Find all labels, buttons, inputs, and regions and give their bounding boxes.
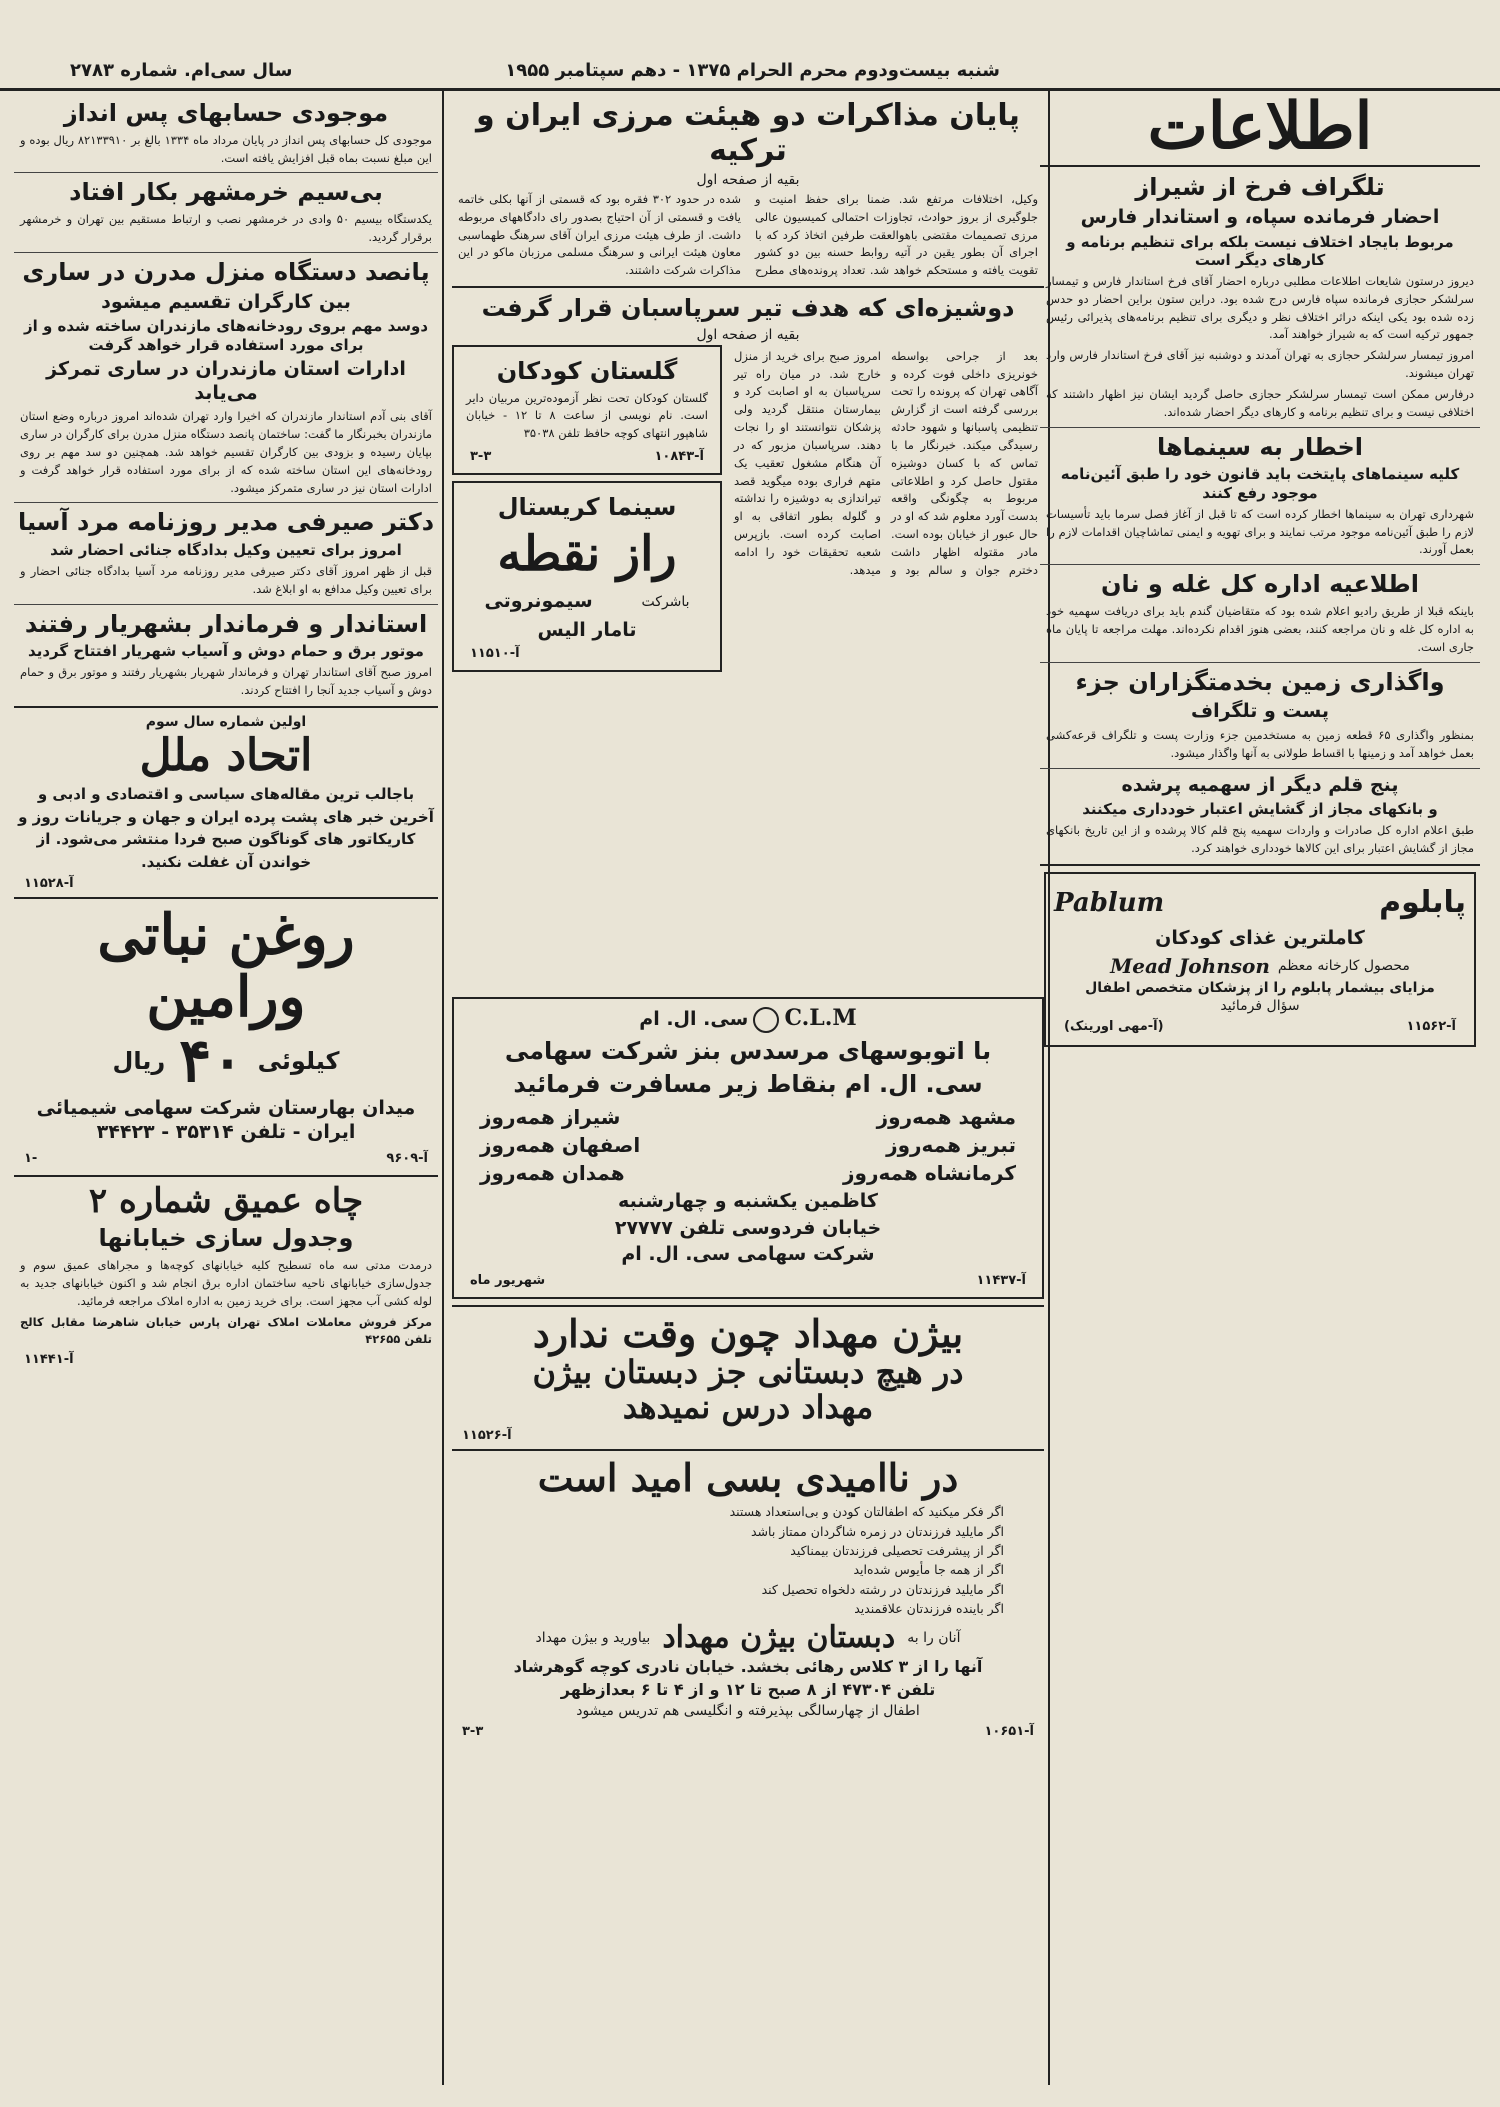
masthead-rule xyxy=(0,88,1500,91)
bijan-ad-2 xyxy=(452,1457,1044,1742)
headline: واگذاری زمین بخدمتگزاران جزء xyxy=(1075,667,1445,696)
article-body-p: سرپاسبان مزبور که در آن هنگام مشغول تعقیب یک متهم فراری بوده میگوید قصد تیراندازی به دوشیزه را نداشته و گلوله بطور اتفاقی به او اصابت کرده است. بازپرس شعبه تحقیقات خود را ادامه میدهد. xyxy=(734,437,881,577)
subheadline: بین کارگران تقسیم میشود xyxy=(101,290,351,313)
ad-text: مزایای بیشمار پابلوم را از پزشکان متخصص اطفال xyxy=(1085,980,1435,997)
mead-johnson-brand: Mead Johnson xyxy=(1110,954,1270,979)
headline: احضار فرمانده سپاه، و استاندار فارس xyxy=(1080,205,1440,228)
ad-headline: اتحاد ملل xyxy=(139,729,313,781)
ad-text: با اتوبوسهای مرسدس بنز شرکت سهامی xyxy=(504,1037,992,1066)
ad-text: محصول کارخانه معظم xyxy=(1277,958,1410,975)
ad-text: مرکز فروش معاملات املاک تهران پارس خیابان شاهرضا مقابل کالج تلفن ۴۲۶۵۵ xyxy=(20,1314,432,1347)
ad-text: اولین شماره سال سوم xyxy=(145,713,307,730)
article-body: یکدستگاه بیسیم ۵۰ وادی در خرمشهر نصب و ارتباط مستقیم بین تهران و خرمشهر برقرار گردید. xyxy=(20,212,432,245)
continued-note: بقیه از صفحه اول xyxy=(696,326,800,343)
article-body: امروز صبح آقای استاندار تهران و فرماندار شهریار بشهریار رفتند و موتور برق و حمام دوش و آسیاب جدید آنجا را افتتاح کردند. xyxy=(20,665,432,697)
article-body: دیروز درستون شایعات اطلاعات مطلبی درباره احضار آقای فرخ استاندار فارس و تیمسار سرلشکر حجازی فرمانده سپاه فارس درج شده بود. دراین ستون براین احضار دو حدس زده شده بود یکی اینکه دراثر اختلاف نظر و دیگری برای تنظیم برنامه‌های پذیرائی رئیس جمهور ترکیه است که به شیراز خواهند آمد. xyxy=(1046,274,1474,342)
article-body-p: وکیل، اختلافات مرتفع شد. ضمنا برای حفظ امنیت و جلوگیری از بروز حوادث، تجاوزات احتمالی کمیسیون عالی مرزی تصمیمات مقتضی باهوالعقت طرفین اتخاذ کرد که با اجرای آن بطور یقین در آتیه روابط حسنه بین دو کشور تقویت یافته و مستحکم خواهد شد. xyxy=(755,192,1038,278)
ad-code: ۳-۳ xyxy=(462,1724,484,1740)
right-column xyxy=(1040,95,1480,2090)
ad-text: آنان را به xyxy=(907,1629,961,1646)
headline: پنج قلم دیگر از سهمیه پرشده xyxy=(1121,773,1399,796)
mercedes-star-icon xyxy=(753,1007,779,1033)
date-line: شنبه بیست‌ودوم محرم الحرام ۱۳۷۵ - دهم سپتامبر ۱۹۵۵ xyxy=(505,60,1000,81)
ad-code: شهریور ماه xyxy=(470,1273,546,1289)
cinema-name: سینما کریستال xyxy=(497,493,677,522)
cinema-ad xyxy=(452,481,722,672)
headline: تلگراف فرخ از شیراز xyxy=(1135,173,1385,201)
film-title: راز نقطه xyxy=(497,525,677,582)
route-row: کرمانشاه همه‌روز همدان همه‌روز xyxy=(480,1160,1016,1185)
ad-title: گلستان کودکان xyxy=(496,356,678,385)
issue-line: سال سی‌ام. شماره ۲۷۸۳ xyxy=(70,60,293,81)
ad-text: اطفال از چهارسالگی بپذیرفته و انگلیسی هم تدریس میشود xyxy=(576,1703,920,1720)
headline: استاندار و فرماندار بشهریار رفتند xyxy=(24,609,428,638)
ad-headline: چاه عمیق شماره ۲ xyxy=(88,1180,364,1221)
subheadline: مربوط بایجاد اختلاف نیست بلکه برای تنظیم برنامه و کارهای دیگر است xyxy=(1066,232,1454,270)
article-body: قبل از ظهر امروز آقای دکتر صیرفی مدیر روزنامه مرد آسیا بدادگاه جنائی احضار و برای تعیین وکیل مدافع به او ابلاغ شد. xyxy=(20,564,432,596)
bijan-ad-1 xyxy=(452,1313,1044,1443)
ad-code: (آ-مهی اورینک) xyxy=(1064,1019,1164,1035)
ad-code: آ-۹۶۰۹ xyxy=(386,1150,428,1166)
article-body-p: مادر مقتوله اظهار داشت دخترم جوان و سالم بود و امروز صبح برای خرید از منزل خارج شد. در میان راه تیر سرپاسبان به او اصابت کرد و بیمارستان منتقل گردید ولی پزشکان نتوانستند او را نجات دهند. xyxy=(734,348,1038,577)
column-divider xyxy=(442,90,444,2085)
ad-text: خیابان فردوسی تلفن ۲۷۷۷۷ xyxy=(614,1216,882,1239)
article-body: طبق اعلام اداره کل صادرات و واردات سهمیه پنج قلم کالا پرشده و از این تاریخ بانکهای مجاز از گشایش اعتبار برای این کالاها خودداری خواهند کرد. xyxy=(1046,823,1474,855)
ad-headline: بیژن مهداد چون وقت ندارد xyxy=(532,1311,964,1357)
ad-code: آ-۱۰۸۴۳ xyxy=(654,449,704,465)
ad-text: کیلوئی xyxy=(257,1046,340,1075)
actor-name: تامار الیس xyxy=(537,619,637,642)
subheadline: ادارات استان مازندران در ساری تمرکز می‌یابد xyxy=(46,357,406,404)
ad-text: ریال xyxy=(112,1046,166,1075)
headline: دوشیزه‌ای که هدف تیر سرپاسبان قرار گرفت xyxy=(481,294,1015,323)
varamin-oil-ad xyxy=(14,902,438,1169)
ad-text: سی. ال. ام بنقاط زیر مسافرت فرمائید xyxy=(513,1070,983,1099)
ad-text: آنها را از ۳ کلاس رهائی بخشد. خیابان نادری کوچه گوهرشاد xyxy=(513,1657,983,1677)
ad-text: کاملترین غذای کودکان xyxy=(1155,927,1365,950)
article-body: درفارس ممکن است تیمسار سرلشکر حجازی حاصل گردید ایشان نیز اظهار داشتند که اختلافی نیست و برای تنظیم برنامه و کارهای دیگر احضار شده‌اند. xyxy=(1046,386,1474,419)
ad-text: سؤال فرمائید xyxy=(1220,998,1300,1015)
subheadline: امروز برای تعیین وکیل بدادگاه جنائی احضار شد xyxy=(50,541,402,560)
ad-text: میدان بهارستان شرکت سهامی شیمیائی ایران - تلفن ۳۵۳۱۴ - ۳۴۴۲۳ xyxy=(36,1097,416,1144)
center-column xyxy=(452,95,1044,2090)
subheadline: و بانکهای مجاز از گشایش اعتبار خودداری میکنند xyxy=(1082,800,1438,819)
ad-code: ۳-۳ xyxy=(470,449,492,465)
ad-headline: مهداد درس نمیدهد xyxy=(622,1388,874,1427)
clm-logo: C.L.M سی. ال. ام xyxy=(460,1005,1036,1034)
ad-text: کاظمین یکشنبه و چهارشنبه xyxy=(618,1189,878,1212)
ad-headline: در ناامیدی بسی امید است xyxy=(537,1455,959,1501)
ad-code: ۱- xyxy=(24,1150,38,1166)
ad-text: وجدول سازی خیابانها xyxy=(98,1224,354,1253)
route-row: مشهد همه‌روز شیراز همه‌روز xyxy=(480,1104,1016,1129)
ad-headline: در هیچ دبستانی جز دبستان بیژن xyxy=(532,1353,964,1391)
actor-name: سیمونروتی xyxy=(484,589,593,612)
ad-code: آ-۱۱۵۱۰ xyxy=(470,646,520,662)
headline: بی‌سیم خرمشهر بکار افتاد xyxy=(69,178,383,207)
ad-code: آ-۱۱۵۲۸ xyxy=(24,876,74,892)
headline: اخطار به سینماها xyxy=(1157,432,1363,461)
headline: دکتر صیرفی مدیر روزنامه مرد آسیا xyxy=(17,508,435,537)
article-body: موجودی کل حسابهای پس انداز در پایان مرداد ماه ۱۳۳۴ بالغ بر ۸۲۱۳۳۹۱۰ ریال بوده و این مبلغ نسبت بماه قبل افزایش یافته است. xyxy=(20,132,433,165)
ad-text: باجالب ترین مقاله‌های سیاسی و اقتصادی و ادبی و آخرین خبر های پشت پرده ایران و جهان و جریانات روز و کاریکاتور های گوناگون صبح فردا منتشر می‌شود. از خواندن آن غفلت نکنید. xyxy=(18,785,434,871)
article-body: امروز تیمسار سرلشکر حجازی به تهران آمدند و دوشنبه نیز آقای فرخ استاندار فارس وارد تهران میشوند. xyxy=(1046,348,1474,381)
ad-text: شرکت سهامی سی. ال. ام xyxy=(621,1243,875,1266)
ad-list: اگر فکر میکنید که اطفالتان کودن و بی‌استعداد هستند اگر مایلید فرزندتان در زمره شاگردان ممتاز باشد اگر از پیشرفت تحصیلی فرزندتان بیمناکید اگر از همه جا مأیوس شده‌اید اگر مایلید فرزندتان در رشته دلخواه تحصیل کند اگر باینده فرزندتان علاقمندید xyxy=(729,1504,1004,1617)
pablum-ad xyxy=(1044,872,1476,1047)
article-body: شهرداری تهران به سینماها اخطار کرده است که تا قبل از آغاز فصل سرما باید تأسیسات لازم را طبق آئین‌نامه موجود مرتب نمایند و برای تهویه و ایمنی تماشاچیان اقدامات لازم را بعمل آورند. xyxy=(1046,506,1474,557)
headline: پانصد دستگاه منزل مدرن در ساری xyxy=(22,257,430,286)
ad-code: آ-۱۱۴۴۱ xyxy=(24,1352,74,1368)
subheadline: کلیه سینماهای پایتخت باید قانون خود را طبق آئین‌نامه موجود رفع کنند xyxy=(1060,465,1460,503)
ad-text: درمدت مدتی سه ماه تسطیح کلیه خیابانهای کوچه‌ها و مجراهای عمیق سوم و جدول‌سازی خیابانهای ناحیه ساختمان اداره برق انجام شد و اکنون خیابانهای جدید به لوله کشی آب مجهز است. برای خرید زمین به اداره املاک مراجعه فرمائید. xyxy=(20,1258,432,1308)
left-column xyxy=(14,95,438,2090)
price: ۴۰ xyxy=(179,1026,244,1097)
headline: موجودی حسابهای پس انداز xyxy=(63,99,389,127)
article-body: بمنظور واگذاری ۶۵ قطعه زمین به مستخدمین جزء وزارت پست و تلگراف قرعه‌کشی بعمل خواهد آمد و زمینها با اقساط طولانی به آنها واگذار میشود. xyxy=(1046,728,1474,760)
ad-text: گلستان کودکان تحت نظر آزموده‌ترین مربیان داير است. نام نویسی از ساعت ۸ تا ۱۲ - خیابان شاهپور انتهای کوچه حافظ تلفن ۳۵۰۳۸ xyxy=(466,390,708,441)
subheadline: موتور برق و حمام دوش و آسیاب شهریار افتتاح گردید xyxy=(28,642,424,661)
ad-code: آ-۱۱۴۳۷ xyxy=(976,1273,1026,1289)
clm-bus-ad xyxy=(452,997,1044,1299)
ad-code: آ-۱۰۶۵۱ xyxy=(984,1724,1034,1740)
pablum-title-latin: Pablum xyxy=(1054,888,1165,919)
ad-text: بیاورید و بیژن مهداد xyxy=(535,1629,651,1646)
ad-code: آ-۱۱۵۶۲ xyxy=(1406,1019,1456,1035)
ad-headline: روغن نباتی ورامین xyxy=(97,902,355,1030)
headline: پایان مذاکرات دو هیئت مرزی ایران و ترکیه xyxy=(476,98,1020,168)
article-body xyxy=(458,191,1038,280)
route-row: تبریز همه‌روز اصفهان همه‌روز xyxy=(480,1132,1016,1157)
newspaper-logo: اطلاعات xyxy=(1147,95,1373,164)
continued-note: بقیه از صفحه اول xyxy=(696,172,800,188)
subheadline: دوسد مهم بروی رودخانه‌های مازندران ساخته شده و از برای مورد استفاده قرار خواهد گرفت xyxy=(23,317,429,355)
article-body: آقای بنی آدم استاندار مازندران که اخیرا وارد تهران شده‌اند امروز درباره وضع استان مازندران بخبرنگار ما گفت: ساختمان پانصد دستگاه منزل مدرن برای کارگران در ساری بپایان رسیده و بزودی بین کارگران تقسیم خواهد شد. همچنین دو سد مهم بر روی رودخانه‌های این استان ساخته شده که از برای مورد استفاده قرار خواهد گرفت و ادارات استان نیز در ساری متمرکز میشود. xyxy=(20,409,432,495)
ad-text: تلفن ۴۷۳۰۴ از ۸ صبح تا ۱۲ و از ۴ تا ۶ بعدازظهر xyxy=(560,1680,936,1700)
ettehad-ad xyxy=(14,714,438,891)
subheadline: پست و تلگراف xyxy=(1191,700,1329,723)
article-body xyxy=(734,348,1038,988)
ad-code: آ-۱۱۵۲۶ xyxy=(462,1428,512,1444)
deep-well-ad xyxy=(14,1180,438,1368)
school-name: دبستان بیژن مهداد xyxy=(662,1620,896,1656)
pablum-title: پابلوم xyxy=(1379,884,1466,920)
headline: اطلاعیه اداره کل غله و نان xyxy=(1101,570,1419,599)
ad-text: باشرکت xyxy=(641,593,690,610)
article-body-p: بعد از جراحی بواسطه خونریزی داخلی فوت کرده و آگاهی تهران که پرونده را تحت بررسی گرفته است از گزارش تنظیمی پاسبانها و شهود حادثه رسیدگی میکند. خبرنگار ما با تماس که با کسان دوشیزه مقتول حاصل کرد و اطلاعاتی مربوط به چگونگی واقعه بدست آورد معلوم شد که او در حال عبور از خیابان بوده است. xyxy=(891,348,1038,541)
kids-garden-ad xyxy=(452,345,722,475)
article-body: باینکه قبلا از طریق رادیو اعلام شده بود که متقاضیان گندم باید برای دریافت سهمیه خود به اداره کل غله و نان مراجعه کنند، بعضی هنوز اقدام نکرده‌اند. مهلت مراجعه تا پایان ماه جاری است. xyxy=(1046,604,1474,654)
article-body-p: تعداد پرونده‌های مطرح شده در حدود ۳۰۲ فقره بود که قسمتی از آنها بکلی خاتمه یافت و قسمتی از آن احتیاج بصدور رای دادگاههای مربوطه داشت. از طرف هیئت مرزی ایران آقای سرهنگ طهماسبی معاون هیئت ایرانی و سرهنگ مسلمی مرزبان ماکو در این مذاکرات شرکت داشتند. xyxy=(458,192,866,278)
